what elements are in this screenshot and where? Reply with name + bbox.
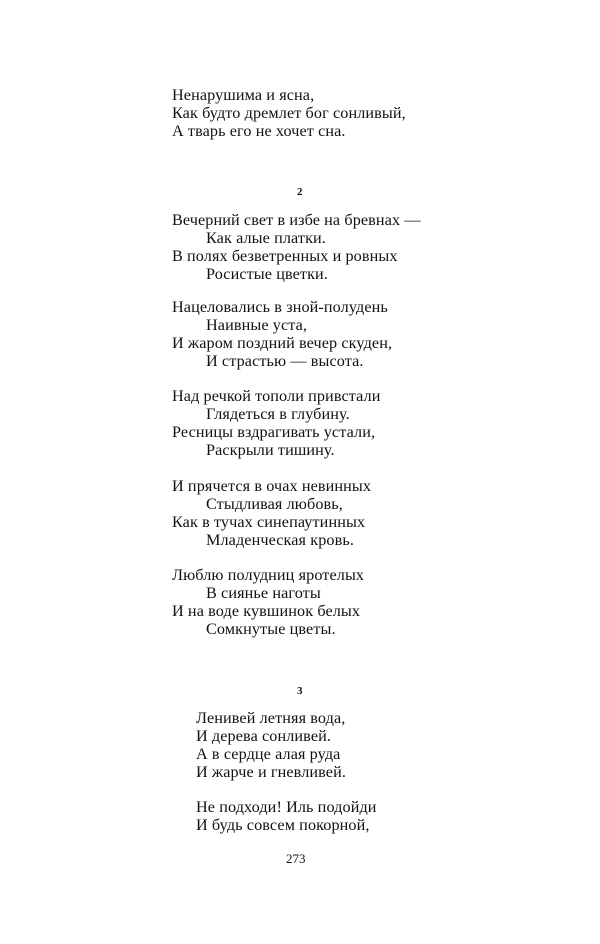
poem-line: И на воде кувшинок белых xyxy=(172,602,361,620)
poem-line: И будь совсем покорной, xyxy=(196,816,370,834)
poem-line: И жарче и гневливей. xyxy=(196,763,346,781)
poem-line: Не подходи! Иль подойди xyxy=(196,798,377,816)
poem-line: В полях безветренных и ровных xyxy=(172,247,398,265)
poem-line-indented: Сомкнутые цветы. xyxy=(206,620,336,638)
page-number: 273 xyxy=(286,851,306,866)
section-number: 3 xyxy=(297,685,303,697)
poem-line-indented: Глядеться в глубину. xyxy=(206,405,350,423)
poem-line: Вечерний свет в избе на бревнах — xyxy=(172,211,421,229)
poem-line: И дерева сонливей. xyxy=(196,727,332,745)
poem-line: Люблю полудниц яротелых xyxy=(172,566,365,584)
poem-line: Как в тучах синепаутинных xyxy=(172,513,366,531)
poem-line-indented: Наивные уста, xyxy=(206,316,308,334)
poem-line: Ленивей летняя вода, xyxy=(196,709,346,727)
poem-line: И жаром поздний вечер скуден, xyxy=(172,334,393,352)
poem-line: И прячется в очах невинных xyxy=(172,477,372,495)
poem-line: А тварь его не хочет сна. xyxy=(172,122,346,140)
poem-line-indented: Стыдливая любовь, xyxy=(206,495,343,513)
poem-line-indented: И страстью — высота. xyxy=(206,352,364,370)
poem-line-indented: Как алые платки. xyxy=(206,229,326,247)
poem-line: Как будто дремлет бог сонливый, xyxy=(172,104,406,122)
poem-line: Нацеловались в зной-полудень xyxy=(172,298,388,316)
poem-line-indented: Росистые цветки. xyxy=(206,265,328,283)
section-number: 2 xyxy=(297,186,303,198)
poem-line: Над речкой тополи привстали xyxy=(172,387,381,405)
poem-line-indented: Младенческая кровь. xyxy=(206,531,354,549)
poem-line: А в сердце алая руда xyxy=(196,745,341,763)
poem-line: Ненарушима и ясна, xyxy=(172,86,315,104)
poem-line: Ресницы вздрагивать устали, xyxy=(172,423,376,441)
poem-line-indented: В сиянье наготы xyxy=(206,584,321,602)
poem-line-indented: Раскрыли тишину. xyxy=(206,441,335,459)
